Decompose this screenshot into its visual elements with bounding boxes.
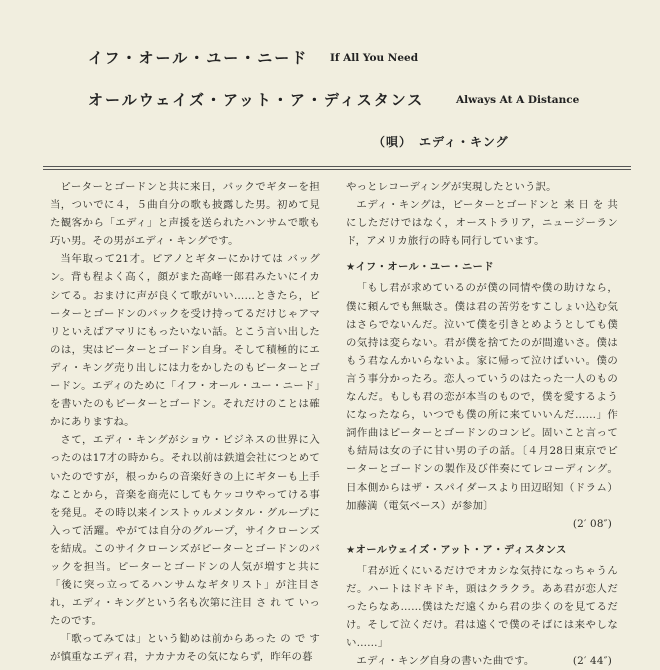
paragraph: 「もし君が求めているのが僕の同情や僕の助けなら，僕に頼んでも無駄さ。僕は君の苦労をすこしょい込む気はさらでないんだ。泣いて僕を引きとめようとしても僕の気持は変らない。君が僕を捨てたのが間違いさ。僕はもう君なんかいらないよ。家に帰って泣けばいい。僕の言う事分かったろ。恋人っていうのはたった一人のものなんだ。もしも君の恋が本当のもので，僕を愛するようになったなら，いつでも僕の所に来ていいんだ……」作詞作曲はピーターとゴードンのコンビ。固いこと言っても結局は女の子に甘い男の子の話。〔４月28日東京でピーターとゴードンの製作及び伴奏にてレコーディング。日本側からはザ・スパイダースより田辺昭知（ドラム）加藤満（電気ベース）が参加〕 — [346, 282, 618, 512]
paragraph: さて，エディ・キングがショウ・ビジネスの世界に入ったのは17才の時から。それ以前は鉄道会社につとめていたのですが，根っからの音楽好きの上にギターも上手なことから，音楽を商売にしてもケッコウやってける事を発見。その時以来インストゥルメンタル・グループに入って活躍。やがては自分のグループ，サイクローンズを結成。このサイクローンズがピーターとゴードンのバックを担当。ピーターとゴードンの人気が増すと共に「後に突っ立ってるハンサムなギタリスト」が注目され，エディ・キングという名も次第に注目 さ れ て いったのです。 — [50, 434, 320, 628]
paragraph: エディ・キングは，ピーターとゴードンと 来 日 を 共にしただけではなく，オーストラリア，ニュージーランド，アメリカ旅行の時も同行しています。 — [346, 199, 618, 248]
track-timing: (2′ 08″) — [572, 517, 612, 530]
left-column — [50, 178, 320, 667]
track-timing: (2′ 44″) — [572, 655, 612, 668]
paragraph: ピーターとゴードンと共に来日，バックでギターを担当，ついでに４，５曲自分の歌も披露した男。初めて見た観客から「エディ」と声援を送られたハンサムで歌も巧い男。その男がエディ・キングです。 — [50, 181, 320, 248]
credit-row — [346, 652, 618, 670]
song1-title-en: If All You Need — [330, 52, 419, 64]
paragraph: 「歌ってみては」という勧めは前からあった の で すが慎重なエディ君，ナカナカその気にならず，昨年の暮 — [50, 633, 320, 664]
paragraph: やっとレコーディングが実現したという訳。 — [346, 181, 557, 193]
paragraph: 「君が近くにいるだけでオカシな気持になっちゃうんだ。ハートはドキドキ，頭はクラクラ。ああ君が恋人だったらなあ……僕はただ遠くから君の歩くのを見てるだけ。そして泣くだけ。君は遠くで僕のそばには来やしない……」 — [346, 564, 618, 650]
section-heading-if-all-you-need: ★イフ・オール・ユー・ニード — [346, 262, 495, 274]
right-column — [346, 178, 618, 670]
song2-title-jp: オールウェイズ・アット・ア・ディスタンス — [88, 91, 425, 109]
top-rule — [43, 166, 631, 167]
credit-text: エディ・キング自身の書いた曲です。 — [356, 655, 535, 668]
song1-title-jp: イフ・オール・ユー・ニード — [88, 49, 309, 67]
singer-credit: （唄） エディ・キング — [373, 135, 509, 149]
song2-title-en: Always At A Distance — [456, 94, 580, 106]
top-rule-double — [43, 169, 631, 170]
section-heading-always-at-a-distance: ★オールウェイズ・アット・ア・ディスタンス — [346, 544, 567, 556]
paragraph: 当年取って21才。ピアノとギターにかけては バッグン。背も程よく高く，顔がまた高峰一郎君みたいにイカシてる。おまけに声が良くて歌がいい……ときたら，ピーターとゴードンのバックを受け持ってるだけじゃアマリといえばアマリにもったいない話。とこう言い出したのは，実はピーターとゴードン自身。そして積極的にエディ・キング売り出しには力をかしたのもピーターとゴードン。エディのために「イフ・オール・ユー・ニード」を書いたのもピーターとゴードン。それだけのことは確かにありますね。 — [50, 253, 320, 429]
